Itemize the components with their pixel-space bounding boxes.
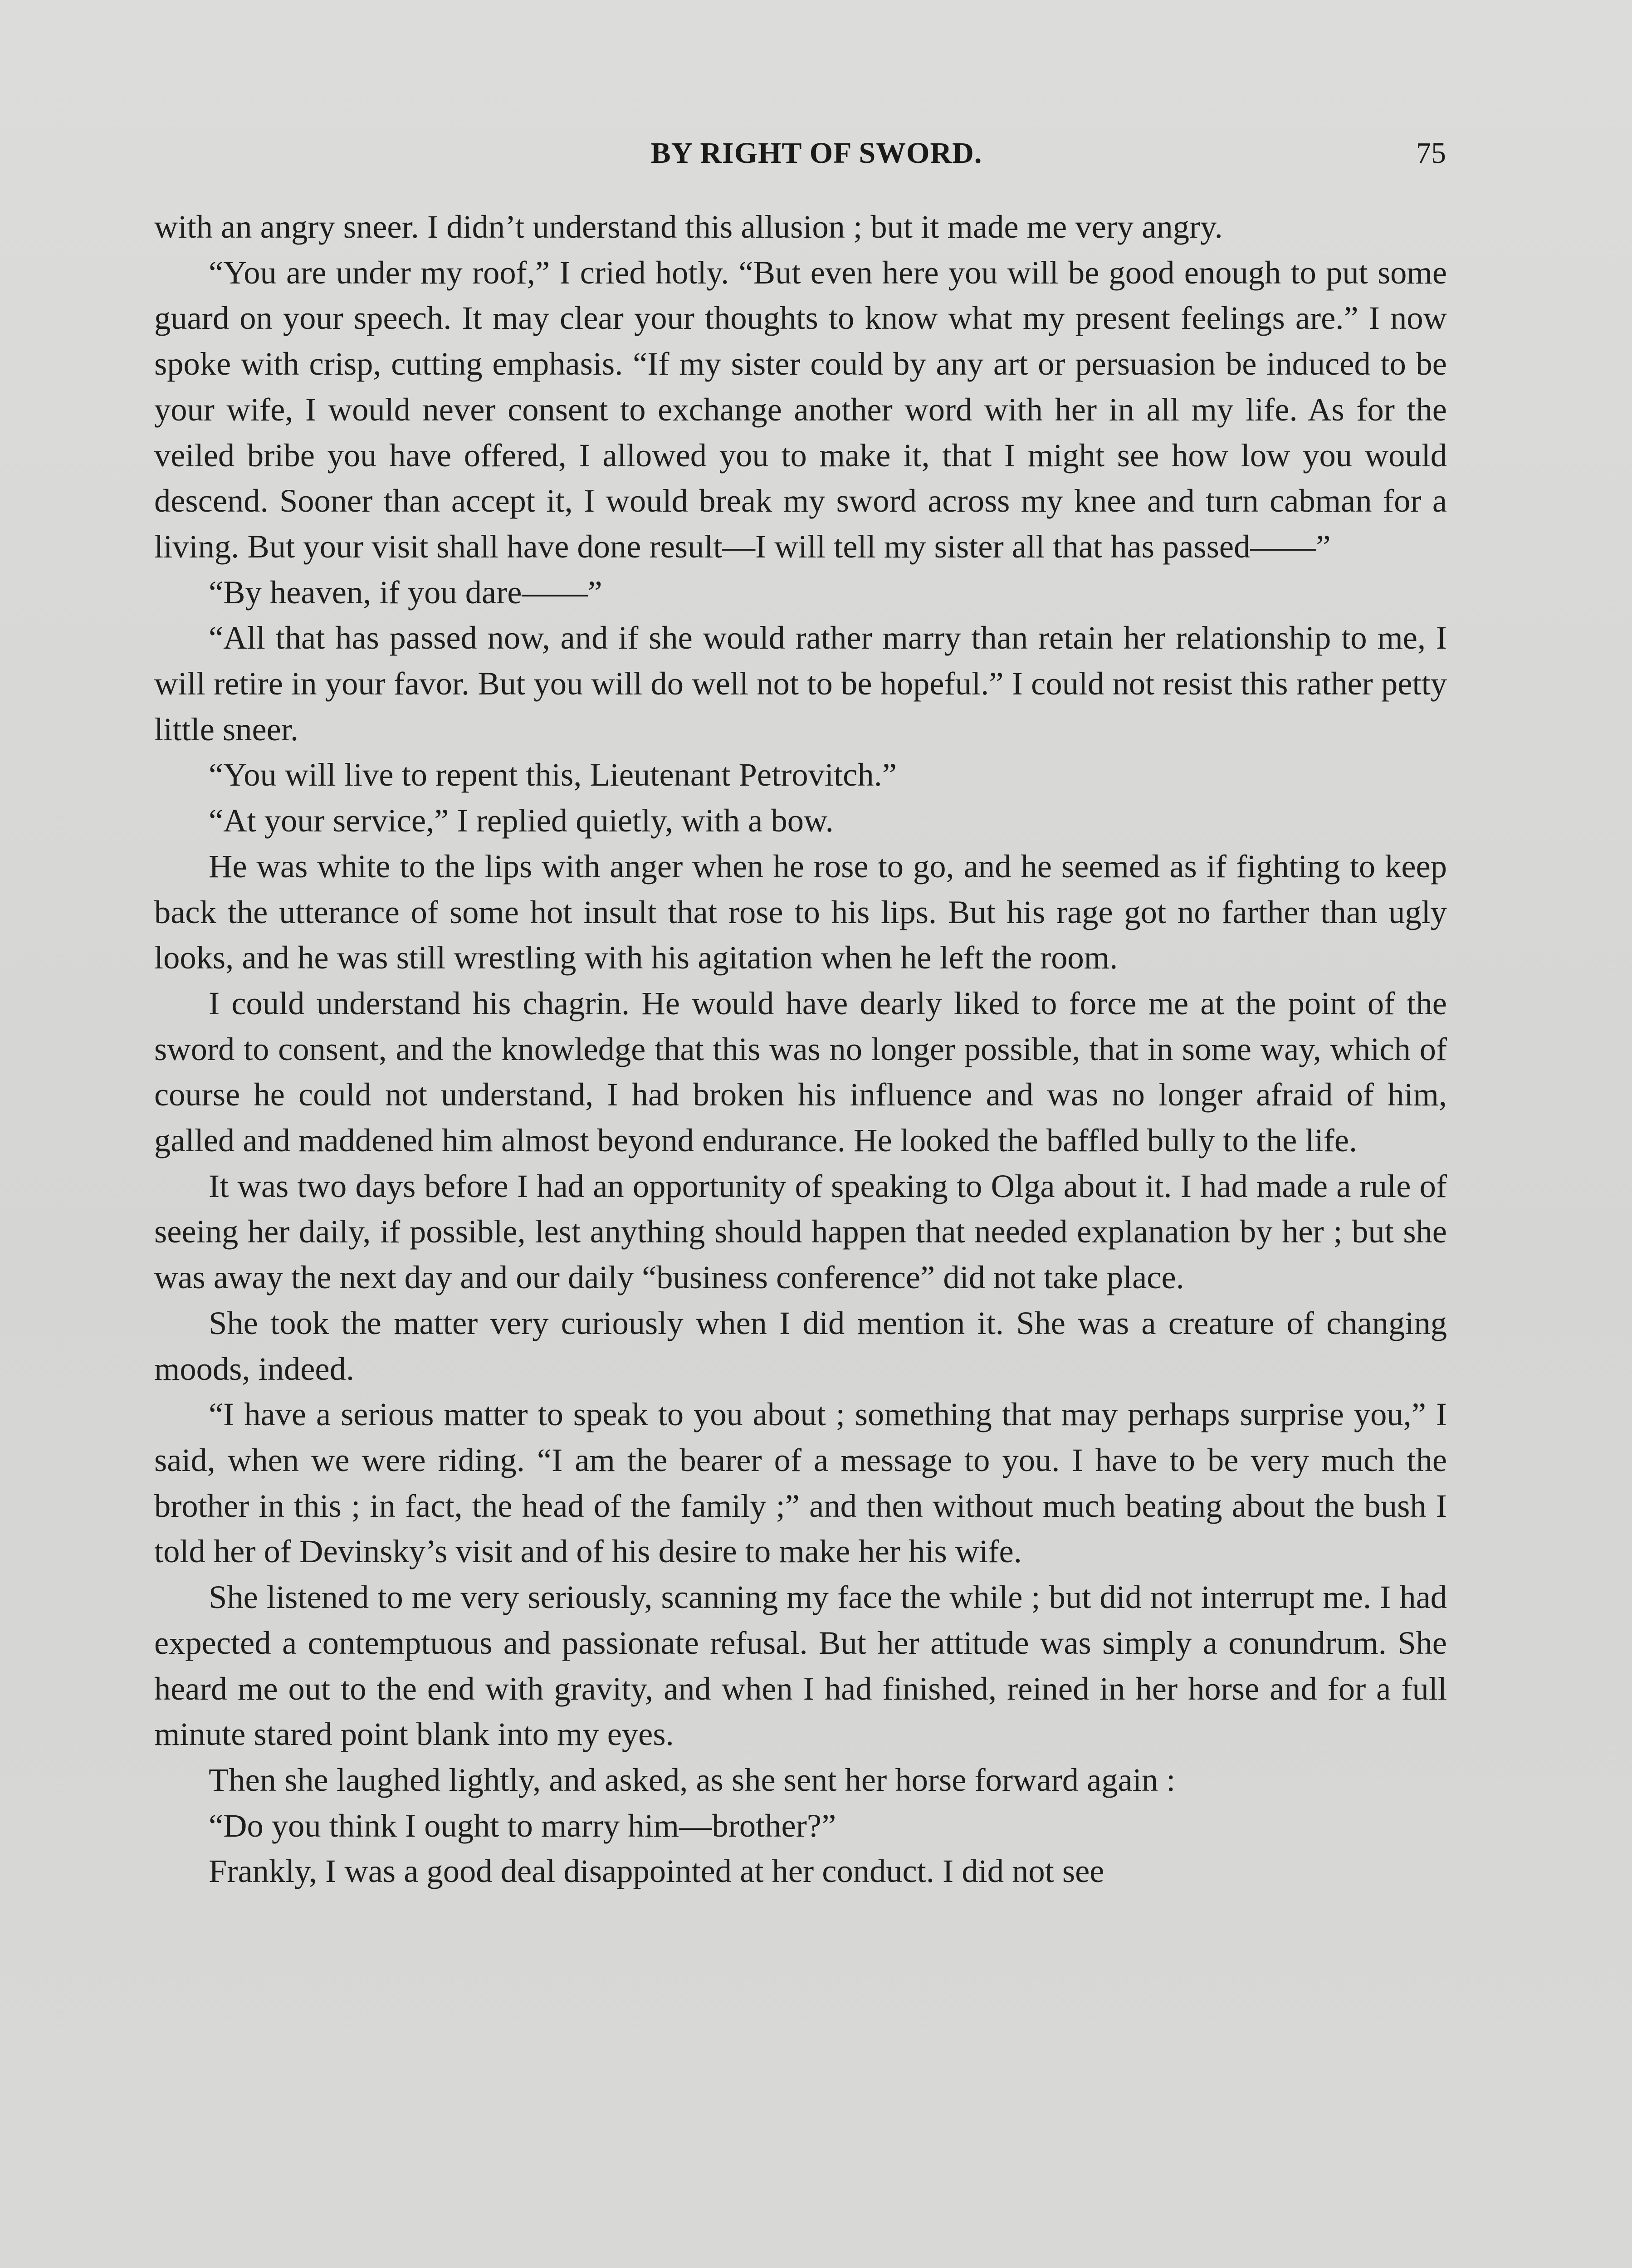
paragraph: “Do you think I ought to marry him—brother?” [209,1807,836,1844]
paragraph: She took the matter very curiously when I did mention it. She was a creature of changing moods, indeed. [154,1304,1447,1387]
paragraph: He was white to the lips with anger when he rose to go, and he seemed as if fighting to keep back the utterance of some hot insult that rose to his lips. But his rage got no farther than ugly looks, and he was still wrestling with his agitation when he left the room. [154,847,1447,976]
body-text [154,204,1447,1894]
paragraph: “You are under my roof,” I cried hotly. “But even here you will be good enough to put some guard on your speech. It may clear your thoughts to know what my present feelings are.” I now spoke with crisp, cutting emphasis. “If my sister could by any art or persuasion be induced to be your wife, I would never consent to exchange another word with her in all my life. As for the veiled bribe you have offered, I allowed you to make it, that I might see how low you would descend. Sooner than accept it, I would break my sword across my knee and turn cabman for a living. But your visit shall have done result—I will tell my sister all that has passed——” [154,254,1447,565]
paragraph: Then she laughed lightly, and asked, as she sent her horse forward again : [209,1761,1176,1798]
paragraph: “I have a serious matter to speak to you about ; something that may perhaps surprise you,” I said, when we were riding. “I am the bearer of a message to you. I have to be very much the brother in this ; in fact, the head of the family ;” and then without much beating about the bush I told her of Devinsky’s visit and of his desire to make her his wife. [154,1396,1447,1570]
paragraph: “By heaven, if you dare——” [209,573,602,611]
paragraph: She listened to me very seriously, scanning my face the while ; but did not interrupt me. I had expected a contemptuous and passionate refusal. But her attitude was simply a conundrum. She heard me out to the end with gravity, and when I had finished, reined in her horse and for a full minute stared point blank into my eyes. [154,1579,1447,1753]
paragraph: I could understand his chagrin. He would have dearly liked to force me at the point of the sword to consent, and the knowledge that this was no longer possible, that in some way, which of course he could not understand, I had broken his influence and was no longer afraid of him, galled and maddened him almost beyond endurance. He looked the baffled bully to the life. [154,984,1447,1159]
paragraph: “All that has passed now, and if she would rather marry than retain her relationship to me, I will retire in your favor. But you will do well not to be hopeful.” I could not resist this rather petty little sneer. [154,619,1447,748]
running-head: BY RIGHT OF SWORD. [650,137,982,170]
paragraph: It was two days before I had an opportunity of speaking to Olga about it. I had made a rule of seeing her daily, if possible, lest anything should happen that needed explanation by her ; but she was away the next day and our daily “business conference” did not take place. [154,1167,1447,1296]
paragraph: “You will live to repent this, Lieutenant Petrovitch.” [209,756,897,793]
paragraph: “At your service,” I replied quietly, with a bow. [209,802,834,839]
paragraph: Frankly, I was a good deal disappointed at her conduct. I did not see [209,1853,1104,1890]
paragraph: with an angry sneer. I didn’t understand this allusion ; but it made me very angry. [154,208,1223,245]
page-number: 75 [1416,137,1446,170]
